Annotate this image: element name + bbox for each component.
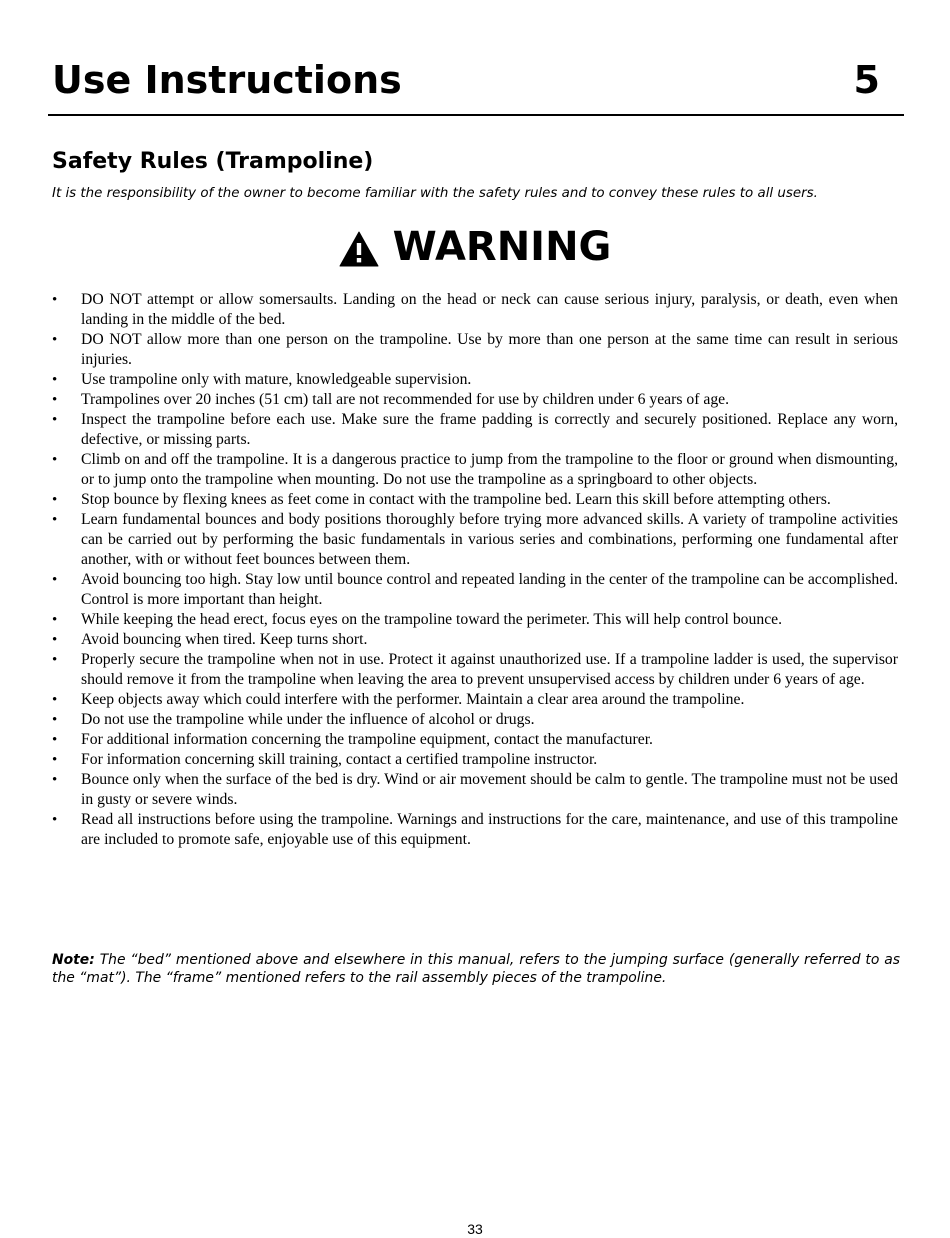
safety-rule-item [52, 390, 898, 410]
bullet-icon: • [52, 392, 58, 408]
safety-rule-text: Keep objects away which could interfere with the performer. Maintain a clear area around the trampoline. [81, 691, 745, 708]
warning-banner [0, 220, 950, 274]
section-intro: It is the responsibility of the owner to become familiar with the safety rules and to convey these rules to all users. [52, 186, 818, 201]
safety-rules-list [52, 290, 898, 850]
safety-rule-item [52, 290, 898, 330]
safety-rule-text: For information concerning skill training, contact a certified trampoline instructor. [81, 751, 598, 768]
bullet-icon: • [52, 572, 58, 588]
warning-triangle-icon [339, 231, 379, 267]
bullet-icon: • [52, 732, 58, 748]
bullet-icon: • [52, 632, 58, 648]
safety-rule-item [52, 630, 898, 650]
page-header [48, 52, 904, 116]
safety-rule-item [52, 370, 898, 390]
safety-rule-text: Properly secure the trampoline when not in use. Protect it against unauthorized use. If a trampoline ladder is used, the supervisor should remove it from the trampoline when leaving the area to prevent unsupervised access by children under 6 years of age. [81, 651, 898, 688]
safety-rule-text: Climb on and off the trampoline. It is a dangerous practice to jump from the trampoline to the floor or ground when dismounting, or to jump onto the trampoline when mounting. Do not use the trampoline as a springboard to other objects. [81, 451, 898, 488]
safety-rule-item [52, 730, 898, 750]
safety-rule-text: While keeping the head erect, focus eyes on the trampoline toward the perimeter. This will help control bounce. [81, 611, 783, 628]
safety-rule-item [52, 490, 898, 510]
bullet-icon: • [52, 752, 58, 768]
chapter-number: 5 [853, 58, 880, 102]
safety-rule-text: Read all instructions before using the trampoline. Warnings and instructions for the care, maintenance, and use of this trampoline are included to promote safe, enjoyable use of this equipment. [81, 811, 898, 848]
safety-rule-item [52, 710, 898, 730]
safety-rule-text: Avoid bouncing when tired. Keep turns short. [81, 631, 368, 648]
safety-rule-item [52, 570, 898, 610]
safety-rule-item [52, 750, 898, 770]
safety-rule-text: Use trampoline only with mature, knowledgeable supervision. [81, 371, 472, 388]
note [52, 951, 900, 987]
section-title: Safety Rules (Trampoline) [52, 149, 374, 174]
warning-label: WARNING [392, 224, 612, 270]
safety-rule-item [52, 410, 898, 450]
safety-rule-item [52, 330, 898, 370]
safety-rule-item [52, 510, 898, 570]
safety-rule-text: For additional information concerning the trampoline equipment, contact the manufacturer. [81, 731, 653, 748]
safety-rule-text: DO NOT attempt or allow somersaults. Landing on the head or neck can cause serious injury, paralysis, or death, even when landing in the middle of the bed. [81, 291, 898, 328]
safety-rule-text: Inspect the trampoline before each use. Make sure the frame padding is correctly and securely positioned. Replace any worn, defective, or missing parts. [81, 411, 898, 448]
safety-rule-text: Avoid bouncing too high. Stay low until bounce control and repeated landing in the center of the trampoline can be accomplished. Control is more important than height. [81, 571, 898, 608]
page-number: 33 [467, 1221, 483, 1237]
safety-rule-item [52, 610, 898, 630]
safety-rule-text: Trampolines over 20 inches (51 cm) tall are not recommended for use by children under 6 years of age. [81, 391, 730, 408]
safety-rule-item [52, 650, 898, 690]
bullet-icon: • [52, 652, 58, 668]
bullet-icon: • [52, 692, 58, 708]
bullet-icon: • [52, 512, 58, 528]
safety-rule-text: Bounce only when the surface of the bed is dry. Wind or air movement should be calm to gentle. The trampoline must not be used in gusty or severe winds. [81, 771, 898, 808]
bullet-icon: • [52, 292, 58, 308]
safety-rule-item [52, 770, 898, 810]
bullet-icon: • [52, 332, 58, 348]
bullet-icon: • [52, 372, 58, 388]
safety-rule-text: Learn fundamental bounces and body positions thoroughly before trying more advanced skills. A variety of trampoline activities can be carried out by performing the basic fundamentals in various series and combinations, performing one fundamental after another, with or without feet bounces between them. [81, 511, 898, 568]
bullet-icon: • [52, 492, 58, 508]
safety-rule-text: Do not use the trampoline while under the influence of alcohol or drugs. [81, 711, 535, 728]
bullet-icon: • [52, 772, 58, 788]
bullet-icon: • [52, 612, 58, 628]
safety-rule-item [52, 690, 898, 710]
note-label: Note: [52, 952, 95, 968]
safety-rule-item [52, 450, 898, 490]
safety-rule-item [52, 810, 898, 850]
safety-rule-text: Stop bounce by flexing knees as feet come in contact with the trampoline bed. Learn this skill before attempting others. [81, 491, 831, 508]
page-title: Use Instructions [52, 58, 402, 102]
note-text: The “bed” mentioned above and elsewhere in this manual, refers to the jumping surface (generally referred to as the “mat”). The “frame” mentioned refers to the rail assembly pieces of the trampoline. [52, 952, 900, 986]
safety-rule-text: DO NOT allow more than one person on the trampoline. Use by more than one person at the same time can result in serious injuries. [81, 331, 898, 368]
bullet-icon: • [52, 712, 58, 728]
bullet-icon: • [52, 412, 58, 428]
bullet-icon: • [52, 452, 58, 468]
bullet-icon: • [52, 812, 58, 828]
